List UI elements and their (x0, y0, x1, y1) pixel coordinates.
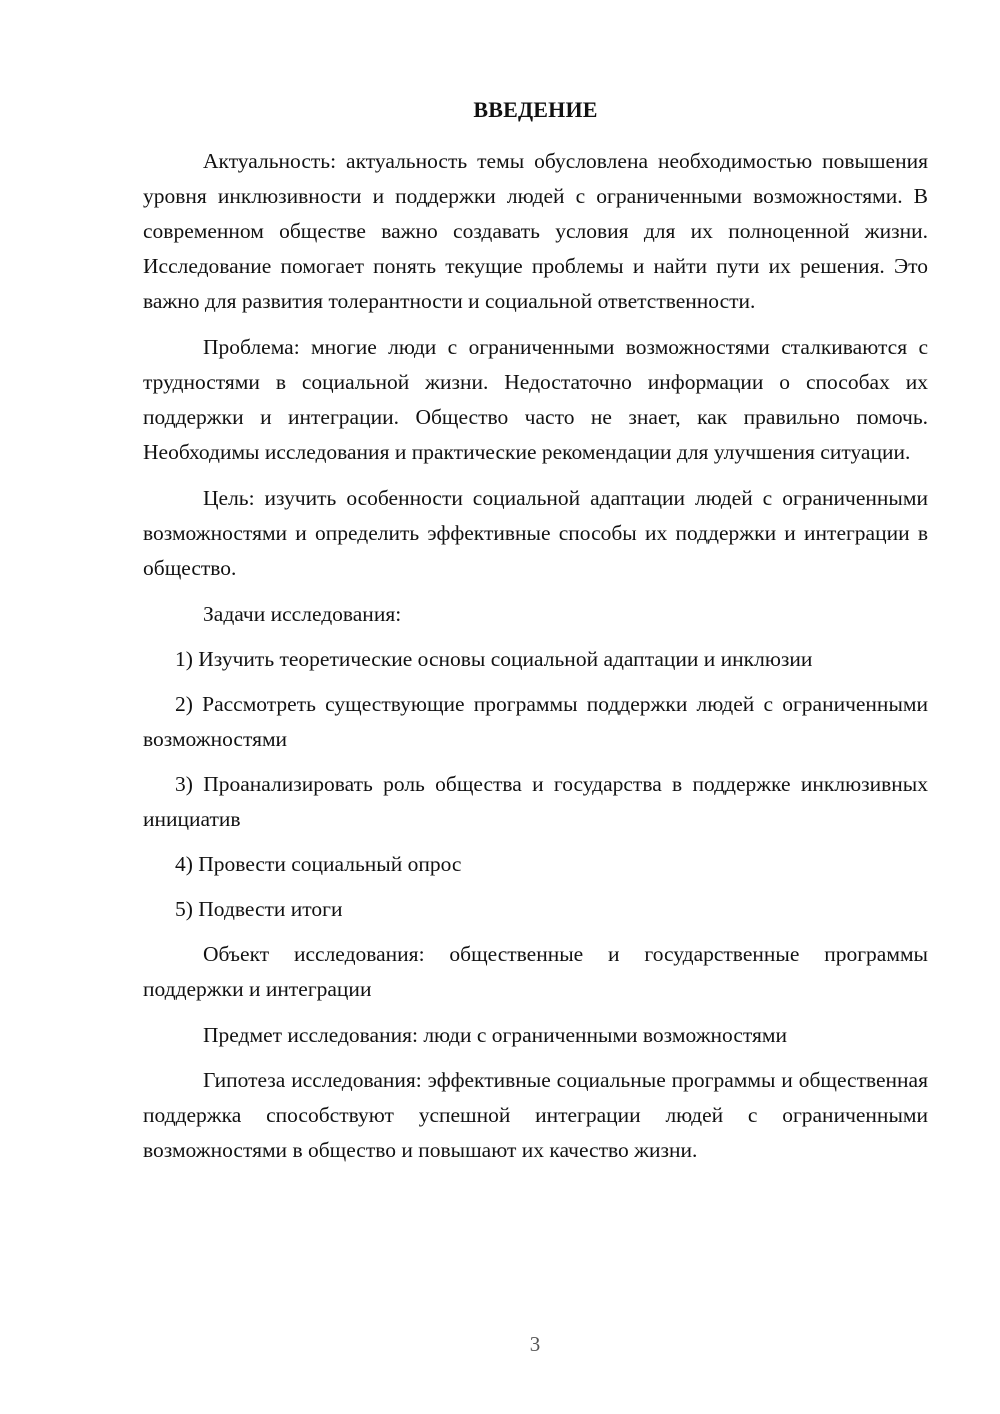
goal-paragraph: Цель: изучить особенности социальной адаптации людей с ограниченными возможностями и определить эффективные способы их поддержки и интеграции в общество. (143, 486, 928, 580)
subject-paragraph: Предмет исследования: люди с ограниченными возможностями (203, 1023, 787, 1047)
list-item: 4) Провести социальный опрос (175, 852, 462, 876)
object-paragraph: Объект исследования: общественные и государственные программы поддержки и интеграции (143, 942, 928, 1001)
list-item: 3) Проанализировать роль общества и государства в поддержке инклюзивных инициатив (143, 772, 928, 831)
relevance-paragraph: Актуальность: актуальность темы обусловлена необходимостью повышения уровня инклюзивности и поддержки людей с ограниченными возможностями. В современном обществе важно создавать условия для их полноценной жизни. Исследование помогает понять текущие проблемы и найти пути их решения. Это важно для развития толерантности и социальной ответственности. (143, 149, 928, 313)
list-item: 2) Рассмотреть существующие программы поддержки людей с ограниченными возможностями (143, 692, 928, 751)
tasks-heading: Задачи исследования: (203, 602, 402, 626)
list-item: 5) Подвести итоги (175, 897, 343, 921)
hypothesis-paragraph: Гипотеза исследования: эффективные социальные программы и общественная поддержка способствуют успешной интеграции людей с ограниченными возможностями в общество и повышают их качество жизни. (143, 1068, 928, 1162)
problem-paragraph: Проблема: многие люди с ограниченными возможностями сталкиваются с трудностями в социальной жизни. Недостаточно информации о способах их поддержки и интеграции. Общество часто не знает, как правильно помочь. Необходимы исследования и практические рекомендации для улучшения ситуации. (143, 335, 928, 464)
list-item: 1) Изучить теоретические основы социальной адаптации и инклюзии (175, 647, 813, 671)
document-page (143, 94, 928, 1179)
tasks-list (143, 642, 928, 927)
page-number: 3 (529, 1332, 541, 1356)
page-title: ВВЕДЕНИЕ (473, 97, 598, 122)
